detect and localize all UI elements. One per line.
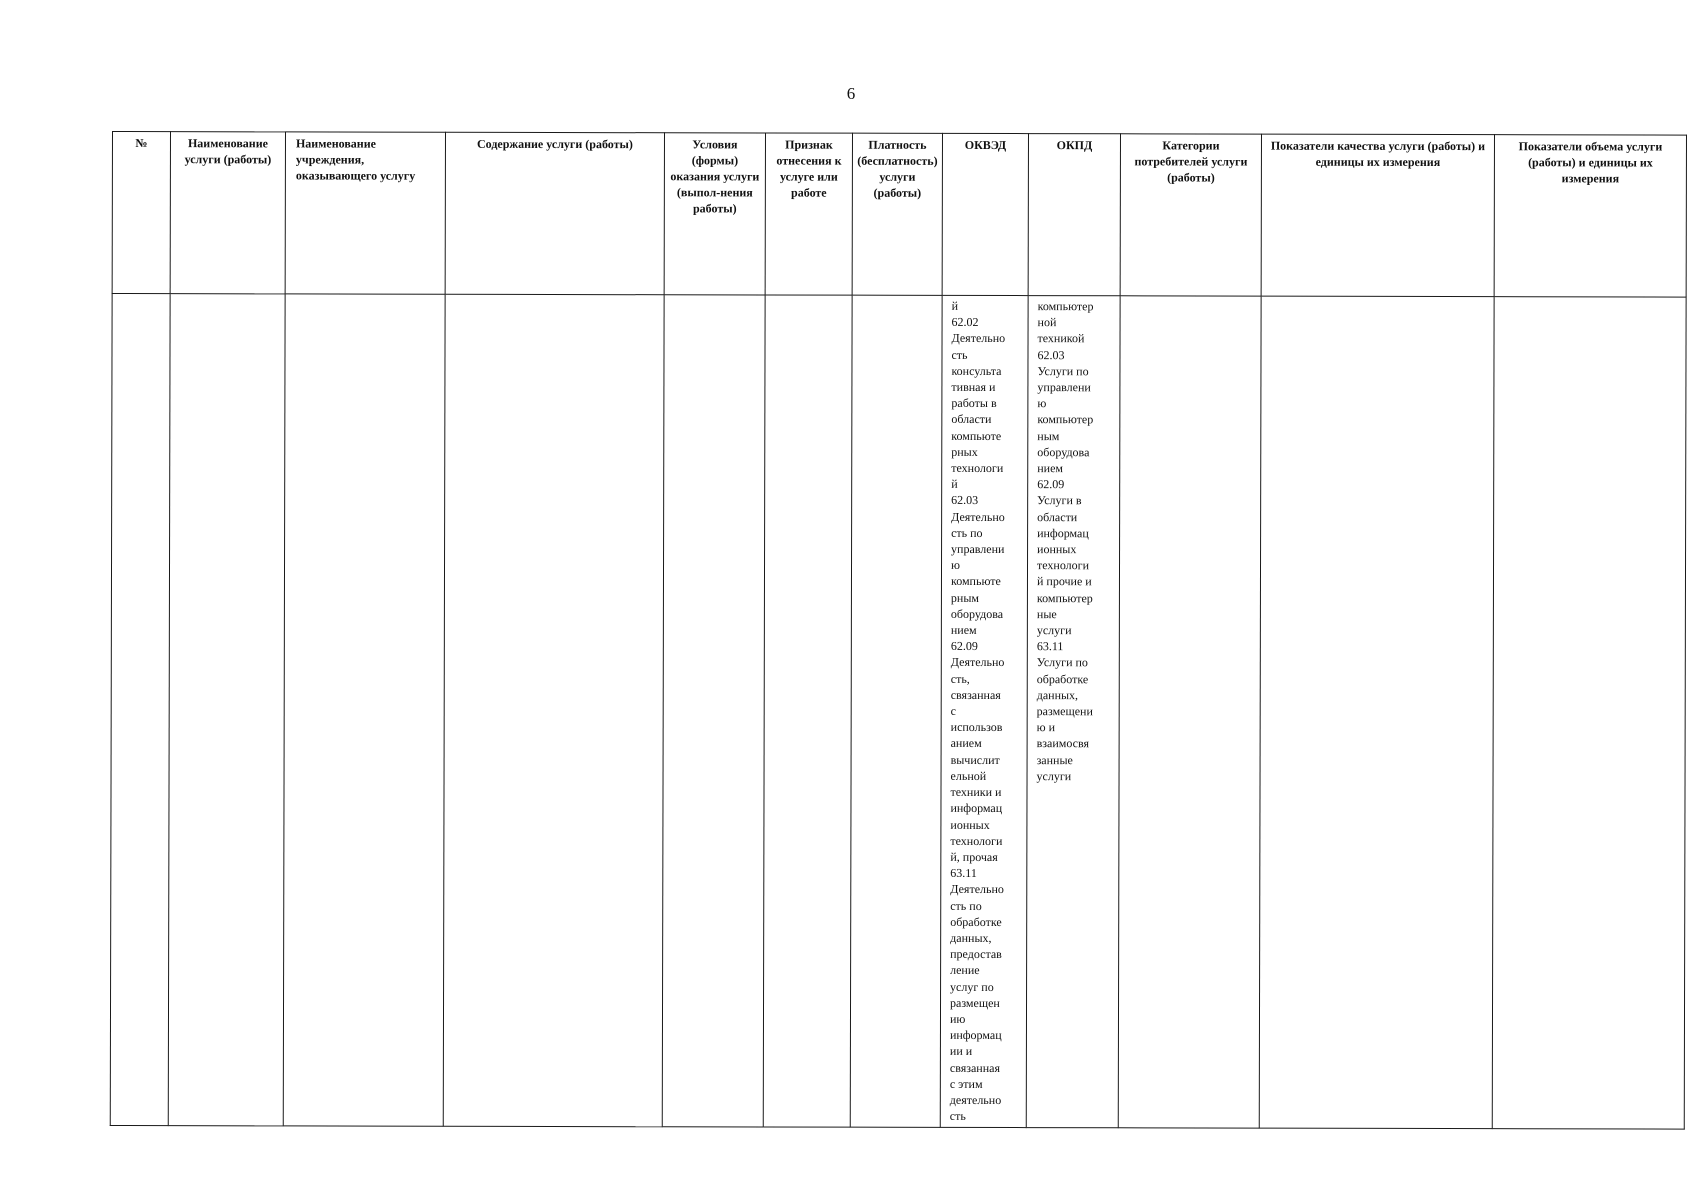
header-okpd: ОКПД — [1028, 134, 1120, 296]
cell-paid-status — [850, 295, 942, 1127]
cell-service-content — [443, 294, 664, 1126]
cell-okpd — [1026, 296, 1120, 1128]
table-header-row — [112, 132, 1686, 298]
page-number: 6 — [846, 84, 856, 103]
cell-service-conditions — [662, 295, 765, 1127]
cell-volume-indicators — [1492, 297, 1686, 1129]
header-volume-indicators: Показатели объема услуги (работы) и единицы их измерения — [1494, 135, 1686, 297]
header-institution-name: Наименование учреждения, оказывающего услугу — [285, 132, 445, 294]
header-service-or-work-sign: Признак отнесения к услуге или работе — [765, 133, 852, 295]
header-consumer-categories: Категории потребителей услуги (работы) — [1120, 134, 1261, 296]
header-service-name: Наименование услуги (работы) — [170, 132, 285, 294]
table-row — [110, 294, 1686, 1130]
header-okved: ОКВЭД — [942, 133, 1028, 295]
header-paid-status: Платность (бесплатность) услуги (работы) — [852, 133, 942, 295]
header-service-content: Содержание услуги (работы) — [445, 132, 664, 294]
services-table — [110, 131, 1687, 1130]
okved-text: й 62.02 Деятельно сть консульта тивная и работы в области компьюте рных технологи й 62.03 Деятельно сть по управлени ю компьюте рным оборудова нием 62.09 Деятельно сть, связанная с использов анием вычислит ельной техники и информац ионных технологи й, прочая 63.11 Деятельно сть по обработке данных, предостав ление услуг по размещен ию информац ии и связанная с этим деятельно сть — [949, 298, 1006, 1124]
okpd-text: компьютер ной техникой 62.03 Услуги по управлени ю компьютер ным оборудова нием 62.09 Услуги в области информац ионных технологи й прочие и компьютер ные услуги 63.11 Услуги по обработке данных, размещени ю и взаимосвя занные услуги — [1036, 299, 1094, 784]
cell-okved — [940, 295, 1028, 1127]
header-number: № — [112, 132, 170, 294]
cell-number — [110, 294, 170, 1126]
cell-institution-name — [283, 294, 445, 1126]
cell-service-name — [168, 294, 285, 1126]
cell-consumer-categories — [1118, 296, 1261, 1128]
header-quality-indicators: Показатели качества услуги (работы) и единицы их измерения — [1261, 134, 1494, 297]
cell-service-or-work-sign — [763, 295, 852, 1127]
cell-quality-indicators — [1259, 296, 1494, 1129]
header-service-conditions: Условия (формы) оказания услуги (выпол-нения работы) — [664, 133, 765, 295]
